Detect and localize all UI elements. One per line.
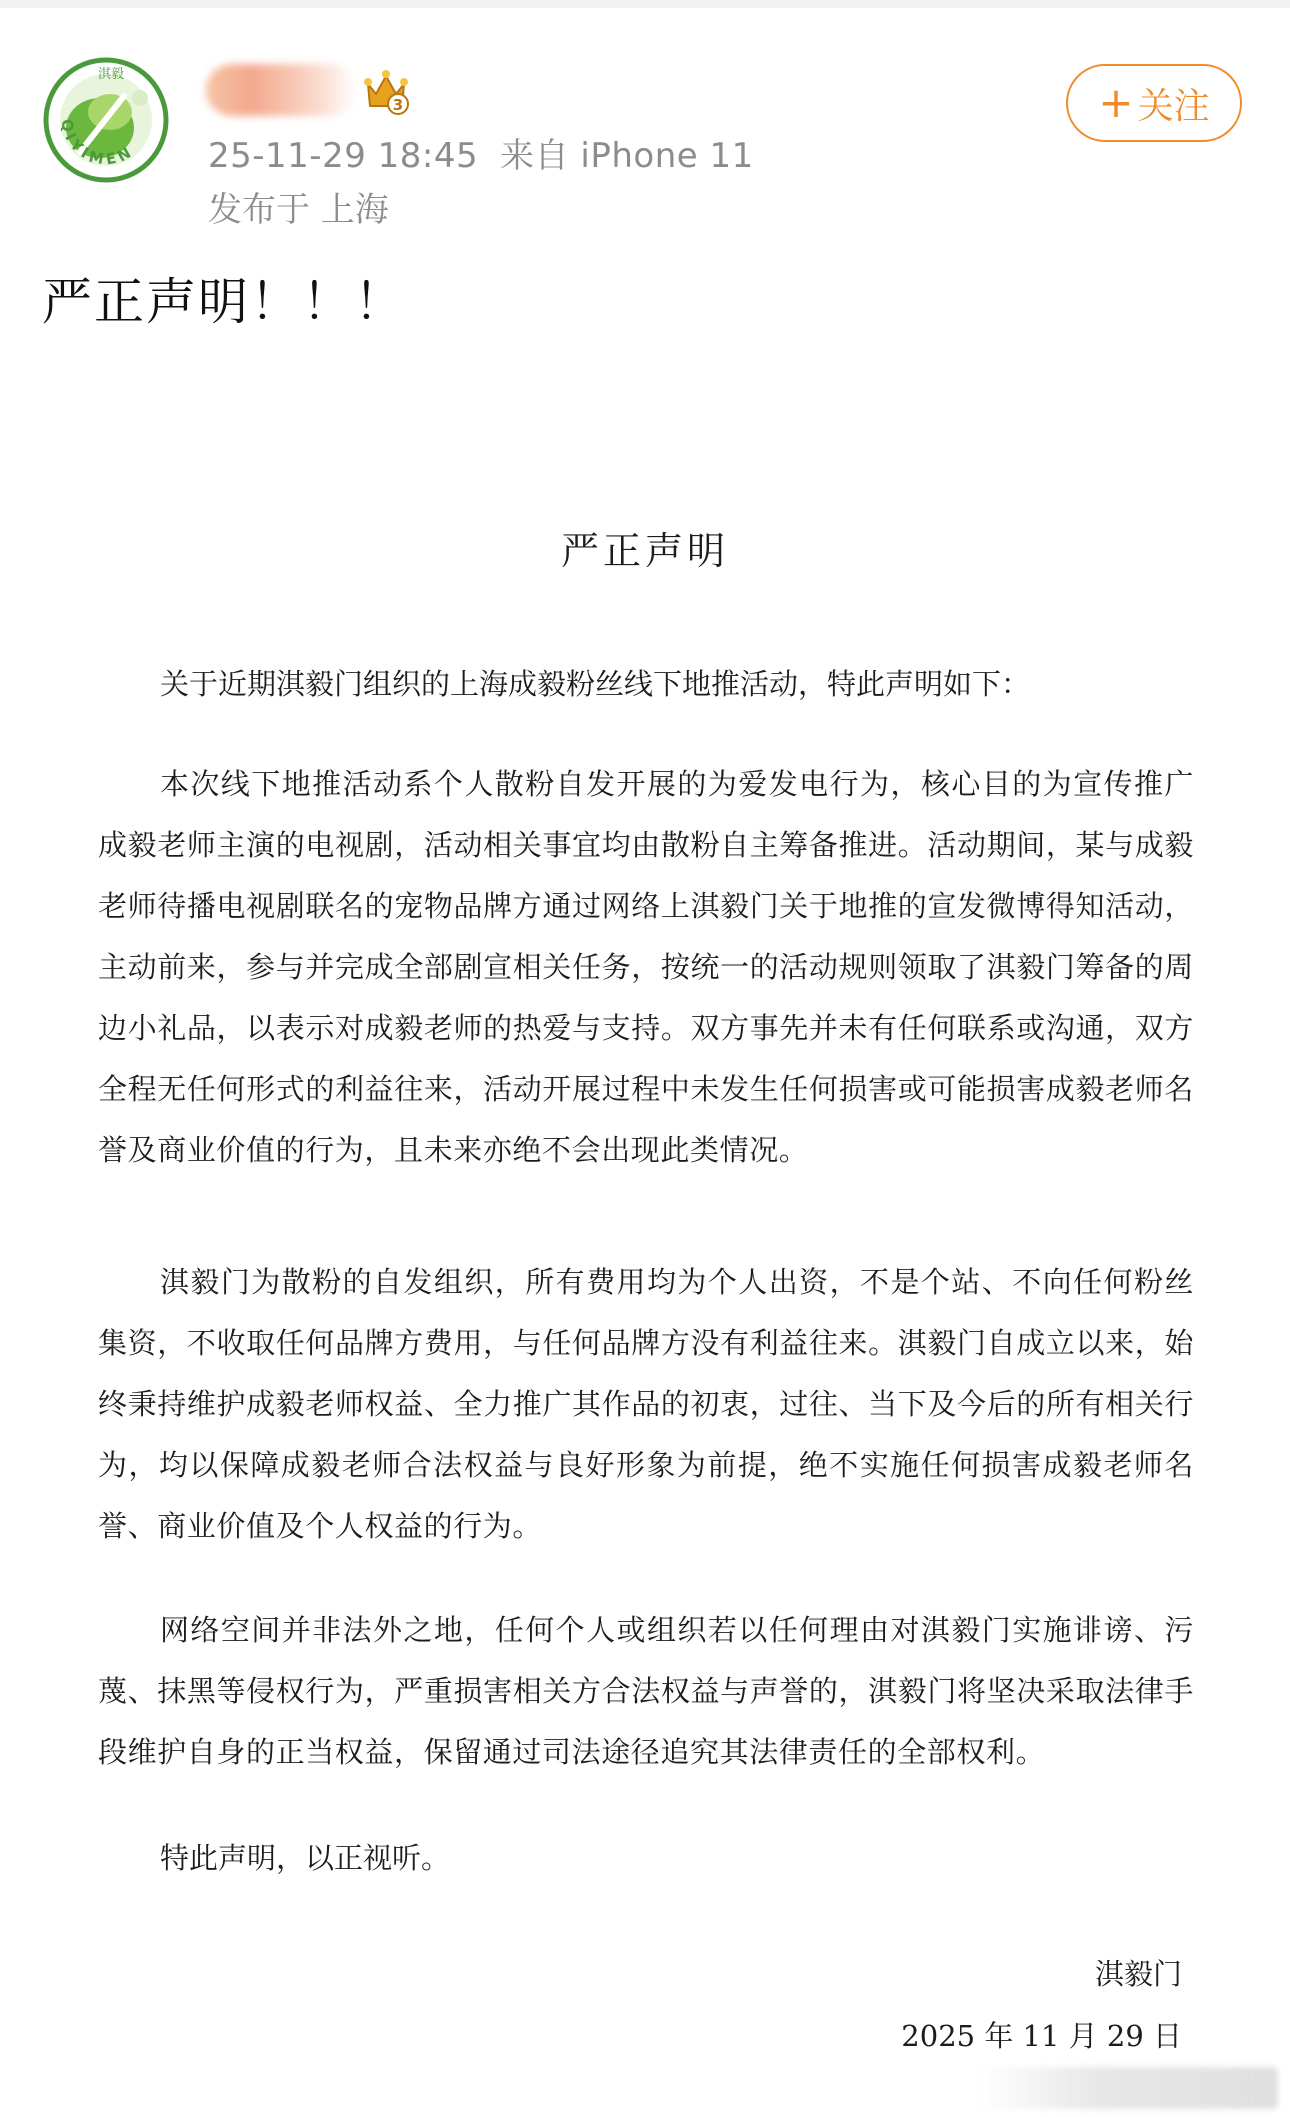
crown-vip-icon (360, 66, 412, 118)
statement-paragraph: 网络空间并非法外之地，任何个人或组织若以任何理由对淇毅门实施诽谤、污蔑、抹黑等侵权行为，严重损害相关方合法权益与声誉的，淇毅门将坚决采取法律手段维护自身的正当权益，保留通过司法途径追究其法律责任的全部权利。 (98, 1613, 1194, 1769)
post-header (0, 40, 1290, 240)
vip-badge[interactable] (360, 66, 412, 118)
logo-top-text: 淇毅 (98, 67, 125, 82)
post-source: 来自 iPhone 11 (500, 136, 754, 176)
post-location: 发布于 上海 (208, 190, 389, 230)
follow-label: 关注 (1137, 85, 1210, 127)
avatar[interactable] (40, 54, 172, 186)
statement-date: 2025 年 11 月 29 日 (901, 2019, 1182, 2053)
statement-signature: 淇毅门 (1094, 1957, 1182, 1991)
top-divider (0, 0, 1290, 8)
statement-paragraph: 本次线下地推活动系个人散粉自发开展的为爱发电行为，核心目的为宣传推广成毅老师主演的电视剧，活动相关事宜均由散粉自主筹备推进。活动期间，某与成毅老师待播电视剧联名的宠物品牌方通过网络上淇毅门关于地推的宣发微博得知活动，主动前来，参与并完成全部剧宣相关任务，按统一的活动规则领取了淇毅门筹备的周边小礼品，以表示对成毅老师的热爱与支持。双方事先并未有任何联系或沟通，双方全程无任何形式的利益往来，活动开展过程中未发生任何损害或可能损害成毅老师名誉及商业价值的行为，且未来亦绝不会出现此类情况。 (98, 767, 1194, 1167)
vip-level: 3 (392, 96, 404, 114)
qiyimen-logo-icon (40, 54, 172, 186)
statement-closing: 特此声明，以正视听。 (160, 1841, 451, 1875)
statement-title: 严正声明 (560, 529, 729, 573)
statement-paragraph: 淇毅门为散粉的自发组织，所有费用均为个人出资，不是个站、不向任何粉丝集资，不收取任何品牌方费用，与任何品牌方没有利益往来。淇毅门自成立以来，始终秉持维护成毅老师权益、全力推广其作品的初衷，过往、当下及今后的所有相关行为，均以保障成毅老师合法权益与良好形象为前提，绝不实施任何损害成毅老师名誉、商业价值及个人权益的行为。 (98, 1265, 1194, 1543)
post-text: 严正声明！！！ (42, 273, 406, 331)
username-redacted[interactable] (206, 64, 356, 116)
post-timestamp[interactable]: 25-11-29 18:45 (208, 136, 479, 176)
follow-button[interactable] (1066, 64, 1242, 142)
post-meta (208, 128, 754, 177)
statement-intro: 关于近期淇毅门组织的上海成毅粉丝线下地推活动，特此声明如下： (160, 667, 1031, 701)
statement-image[interactable] (0, 520, 1290, 2117)
plus-icon: + (1098, 78, 1134, 127)
watermark-redacted (978, 2067, 1278, 2109)
logo-ring-text: QIYIMEN (57, 117, 138, 169)
